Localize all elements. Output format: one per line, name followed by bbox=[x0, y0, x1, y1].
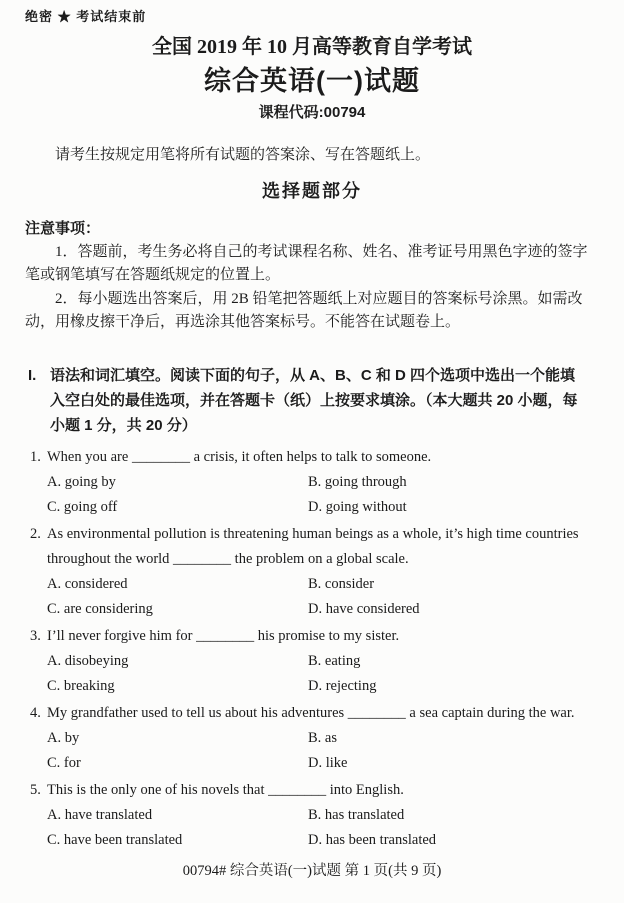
question-2-option-b: B. consider bbox=[308, 576, 375, 592]
question-3-options bbox=[30, 649, 614, 699]
exam-title: 全国 2019 年 10 月高等教育自学考试 bbox=[152, 36, 472, 58]
question-5-line bbox=[30, 778, 614, 803]
question-1-line bbox=[30, 445, 614, 470]
course-code: 课程代码:00794 bbox=[258, 104, 366, 121]
question-1-option-c: C. going off bbox=[47, 499, 118, 515]
question-5-options bbox=[30, 803, 614, 853]
question-3-option-b: B. eating bbox=[308, 653, 361, 669]
section-heading: 选择题部分 bbox=[262, 181, 362, 201]
note-item-2: 2．每小题选出答案后，用 2B 铅笔把答题纸上对应题目的答案标号涂黑。如需改动，用橡皮擦干净后，再选涂其他答案标号。不能答在试题卷上。 bbox=[25, 291, 583, 330]
question-1-text: When you are ________ a crisis, it often helps to talk to someone. bbox=[47, 449, 432, 465]
question-3-option-d: D. rejecting bbox=[308, 678, 377, 694]
classification-banner: 绝密 ★ 考试结束前 bbox=[25, 9, 147, 24]
part1-label: I. bbox=[28, 367, 37, 384]
question-4-line bbox=[30, 701, 614, 726]
paper-title: 综合英语(一)试题 bbox=[204, 66, 420, 96]
question-3-option-c: C. breaking bbox=[47, 678, 115, 694]
question-4-option-b: B. as bbox=[308, 730, 337, 746]
question-3 bbox=[30, 624, 614, 699]
question-2-number: 2. bbox=[30, 526, 41, 542]
answer-sheet-notice: 请考生按规定用笔将所有试题的答案涂、写在答题纸上。 bbox=[55, 147, 431, 163]
question-3-number: 3. bbox=[30, 628, 41, 644]
question-5-option-a: A. have translated bbox=[47, 807, 153, 823]
question-4-number: 4. bbox=[30, 705, 41, 721]
question-5-number: 5. bbox=[30, 782, 41, 798]
question-3-line bbox=[30, 624, 614, 649]
question-2-option-a: A. considered bbox=[47, 576, 128, 592]
question-5-text: This is the only one of his novels that ________ into English. bbox=[47, 782, 404, 798]
question-2 bbox=[30, 522, 614, 622]
question-2-option-c: C. are considering bbox=[47, 601, 153, 617]
question-1-option-b: B. going through bbox=[308, 474, 407, 490]
question-1 bbox=[30, 445, 614, 520]
question-1-options bbox=[30, 470, 614, 520]
question-1-number: 1. bbox=[30, 449, 41, 465]
notes-title: 注意事项： bbox=[25, 220, 101, 237]
question-3-text: I’ll never forgive him for ________ his promise to my sister. bbox=[47, 628, 400, 644]
note-item-1: 1．答题前，考生务必将自己的考试课程名称、姓名、准考证号用黑色字迹的签字笔或钢笔填写在答题纸规定的位置上。 bbox=[25, 244, 588, 283]
question-5 bbox=[30, 778, 614, 853]
question-2-text: As environmental pollution is threatening human beings as a whole, it’s high time countries throughout the world ________ the problem on a global scale. bbox=[47, 526, 579, 567]
question-4-options bbox=[30, 726, 614, 776]
question-5-option-d: D. has been translated bbox=[308, 832, 437, 848]
question-4-text: My grandfather used to tell us about his adventures ________ a sea captain during the war. bbox=[47, 705, 575, 721]
question-list bbox=[0, 445, 624, 853]
part1-instruction bbox=[28, 363, 596, 438]
page-footer: 00794# 综合英语(一)试题 第 1 页(共 9 页) bbox=[182, 863, 442, 879]
question-3-option-a: A. disobeying bbox=[47, 653, 129, 669]
question-4-option-a: A. by bbox=[47, 730, 80, 746]
question-5-option-c: C. have been translated bbox=[47, 832, 183, 848]
question-1-option-d: D. going without bbox=[308, 499, 407, 515]
part1-text: 语法和词汇填空。阅读下面的句子，从 A、B、C 和 D 四个选项中选出一个能填入空白处的最佳选项，并在答题卡（纸）上按要求填涂。（本大题共 20 小题，每小题 1 分，共 20 分） bbox=[50, 367, 578, 434]
question-4-option-d: D. like bbox=[308, 755, 348, 771]
question-5-option-b: B. has translated bbox=[308, 807, 405, 823]
question-2-option-d: D. have considered bbox=[308, 601, 420, 617]
question-2-line bbox=[30, 522, 614, 572]
question-2-options bbox=[30, 572, 614, 622]
question-4 bbox=[30, 701, 614, 776]
question-4-option-c: C. for bbox=[47, 755, 81, 771]
question-1-option-a: A. going by bbox=[47, 474, 116, 490]
